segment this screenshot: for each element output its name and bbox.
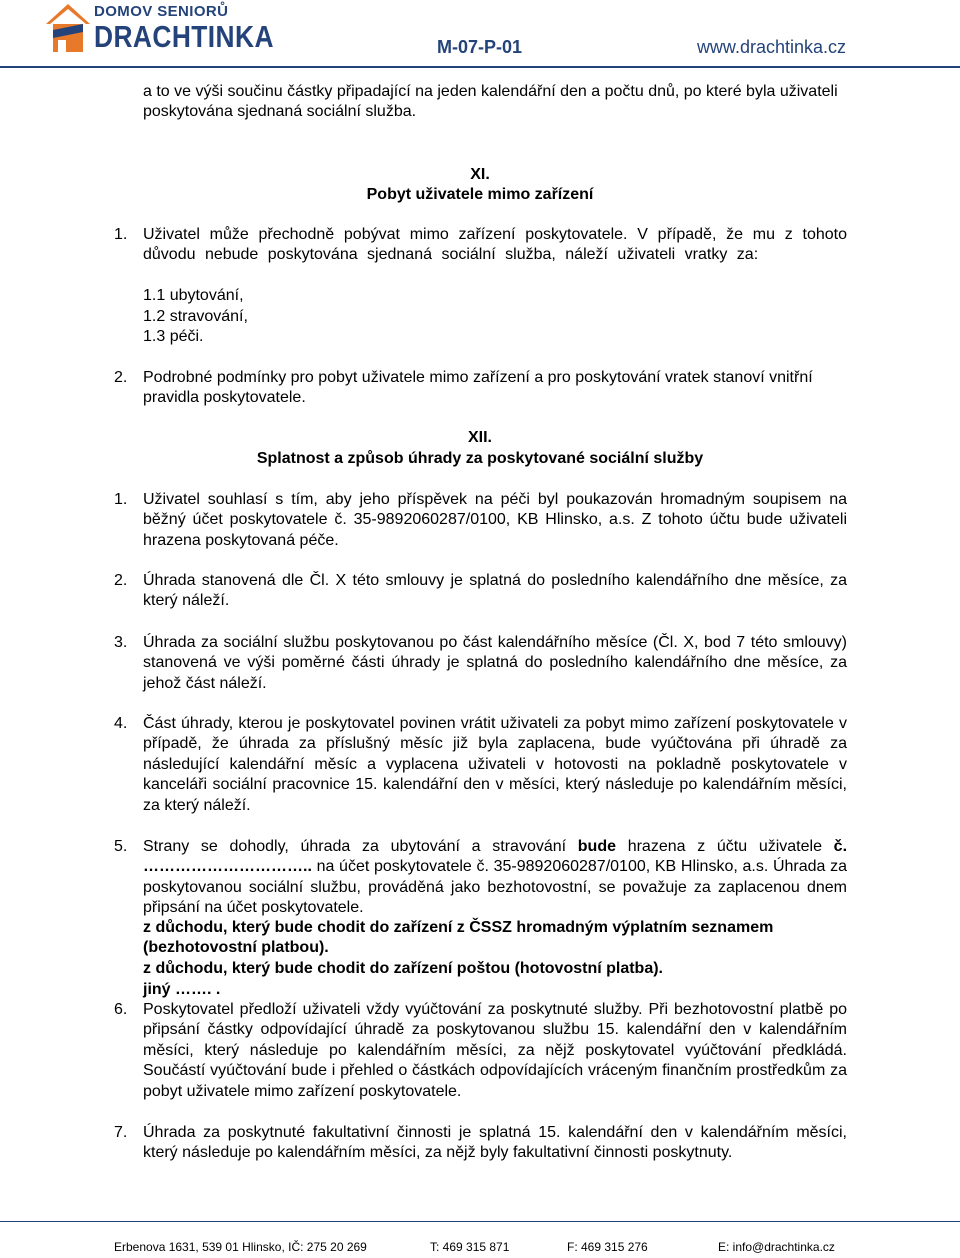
section-12-item-7: Úhrada za poskytnuté fakultativní činnosti je splatná 15. kalendářní den v kalendářním měsíci, který následuje po kalendářním měsíci, za nějž byly fakultativní činnosti poskytnuty. (143, 1124, 847, 1162)
item-number: 6. (114, 1001, 128, 1018)
item-number: 4. (114, 715, 128, 732)
item-number: 3. (114, 634, 128, 651)
section-11-number: XI. (470, 166, 490, 183)
footer-fax: F: 469 315 276 (567, 1240, 648, 1254)
section-11-item-1: Uživatel může přechodně pobývat mimo zařízení poskytovatele. V případě, že mu z tohoto důvodu nebude poskytována sjednaná sociální služba, náleží uživateli vratky za: (143, 226, 847, 264)
item-5-text-start: Strany se dohodly, úhrada za ubytování a stravování (143, 838, 578, 855)
payment-option-post: z důchodu, který bude chodit do zařízení poštou (hotovostní platba). (143, 960, 663, 977)
footer-divider (0, 1221, 960, 1222)
intro-paragraph: a to ve výši součinu částky připadající na jeden kalendářní den a počtu dnů, po které byla uživateli poskytována sjednaná sociální služba. (143, 83, 838, 121)
website-link[interactable]: www.drachtinka.cz (696, 37, 846, 57)
item-number: 1. (114, 226, 128, 243)
footer-email[interactable]: E: info@drachtinka.cz (718, 1240, 835, 1254)
logo-subtitle: DOMOV SENIORŮ (94, 3, 229, 20)
section-12-item-5 (143, 837, 847, 919)
payment-option-other: jiný ……. . (143, 981, 221, 998)
section-11-title: Pobyt uživatele mimo zařízení (366, 186, 594, 203)
footer-phone: T: 469 315 871 (430, 1240, 510, 1254)
sub-item: 1.3 péči. (143, 328, 204, 345)
item-5-text-mid: hrazena z účtu uživatele (616, 838, 834, 855)
document-code: M-07-P-01 (437, 37, 523, 57)
item-number: 5. (114, 838, 128, 855)
account-number-blank[interactable]: č. ………………………….. (143, 838, 848, 876)
header-divider (0, 66, 960, 68)
item-5-text-end: na účet poskytovatele č. 35-9892060287/0100, KB Hlinsko, a.s. Úhrada za poskytovanou sociální službu, prováděná jako bezhotovostní, se považuje za zaplacenou dnem připsání na účet poskytovatele. (143, 858, 847, 917)
logo-title: DRACHTINKA (94, 19, 274, 54)
section-12-number: XII. (467, 429, 492, 446)
organization-logo (44, 2, 274, 58)
house-logo-icon (44, 2, 92, 54)
item-number: 7. (114, 1124, 128, 1141)
item-number: 2. (114, 369, 128, 386)
section-11-item-2: Podrobné podmínky pro pobyt uživatele mimo zařízení a pro poskytování vratek stanoví vnitřní pravidla poskytovatele. (143, 369, 813, 407)
section-12-item-4: Část úhrady, kterou je poskytovatel povinen vrátit uživateli za pobyt mimo zařízení poskytovatele v případě, že úhrada za příslušný měsíc již byla zaplacena, bude vyúčtována při úhradě za následující kalendářní měsíc a vyplacena uživateli v hotovosti na pokladně poskytovatele v kanceláři sociální pracovnice 15. kalendářní den v měsíci, který následuje po kalendářním měsíci, za který náleží. (143, 715, 847, 814)
section-12-item-6: Poskytovatel předloží uživateli vždy vyúčtování za poskytnuté služby. Při bezhotovostní platbě po připsání částky odpovídající úhradě za poskytovanou službu 15. kalendářní den v kalendářním měsíci, který následuje po kalendářním měsíci, za nějž poskytovatel vyúčtování předkládá. Součástí vyúčtování bude i přehled o částkách odpovídajících vráceným finančním prostředkům za pobyt uživatele mimo zařízení poskytovatele. (143, 1001, 847, 1100)
item-5-bold-bude: bude (577, 838, 616, 855)
payment-option-cssz: z důchodu, který bude chodit do zařízení z ČSSZ hromadným výplatním seznamem (bezhotovostní platbou). (143, 919, 774, 957)
item-number: 1. (114, 491, 128, 508)
section-12-title: Splatnost a způsob úhrady za poskytované sociální služby (256, 450, 704, 467)
footer-address: Erbenova 1631, 539 01 Hlinsko, IČ: 275 20 269 (114, 1240, 367, 1254)
section-12-item-2: Úhrada stanovená dle Čl. X této smlouvy je splatná do posledního kalendářního dne měsíce, za který náleží. (143, 572, 847, 610)
sub-item: 1.2 stravování, (143, 308, 248, 325)
item-number: 2. (114, 572, 128, 589)
section-12-item-1: Uživatel souhlasí s tím, aby jeho příspěvek na péči byl poukazován hromadným soupisem na běžný účet poskytovatele č. 35-9892060287/0100, KB Hlinsko, a.s. Z tohoto účtu bude uživateli hrazena poskytovaná péče. (143, 491, 847, 549)
sub-item: 1.1 ubytování, (143, 287, 244, 304)
page-header (0, 0, 960, 68)
section-12-item-3: Úhrada za sociální službu poskytovanou po část kalendářního měsíce (Čl. X, bod 7 této smlouvy) stanovená ve výši poměrné části úhrady je splatná do posledního kalendářního dne měsíce, za jehož část náleží. (143, 634, 847, 692)
